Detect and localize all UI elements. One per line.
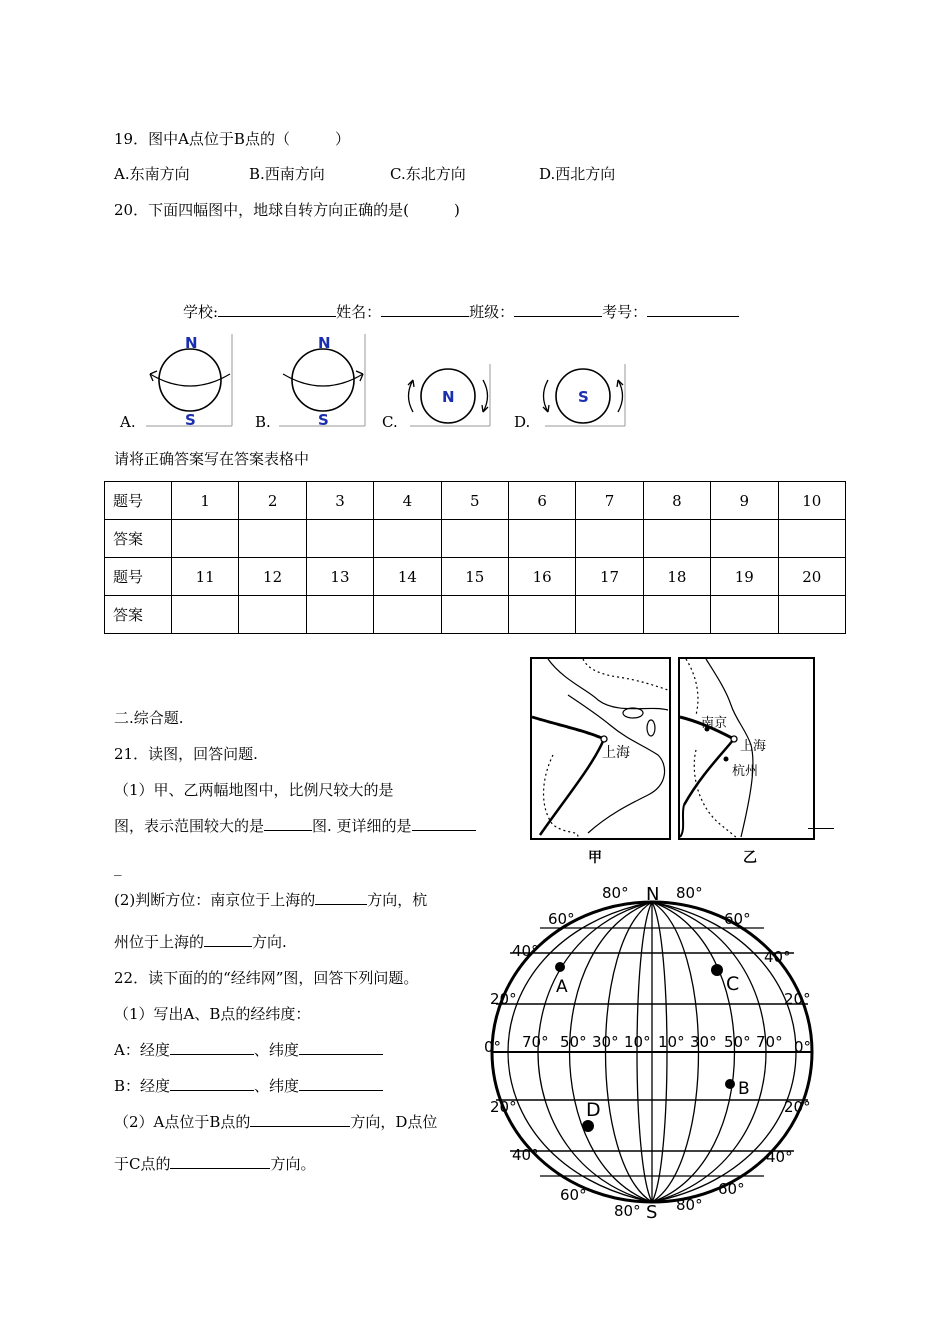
- south-pole-label-d: S: [578, 388, 589, 406]
- question-number-cell: 6: [508, 482, 575, 520]
- map-jia-caption: 甲: [588, 850, 602, 866]
- point-c-label: C: [726, 973, 740, 995]
- question-number-cell: 13: [306, 558, 373, 596]
- q20-stem: 20．下面四幅图中，地球自转方向正确的是( ): [114, 201, 460, 219]
- q22-part2-text-d: 方向。: [270, 1155, 316, 1173]
- answer-cell[interactable]: [306, 596, 373, 634]
- b-latitude-blank[interactable]: [299, 1089, 383, 1091]
- question-number-cell: 16: [508, 558, 575, 596]
- map-yi-caption: 乙: [743, 850, 757, 866]
- question-number-cell: 8: [643, 482, 710, 520]
- answer-cell[interactable]: [374, 596, 441, 634]
- question-number-cell: 9: [711, 482, 778, 520]
- lat-label-80-sw: 80°: [614, 1202, 641, 1220]
- answer-blank[interactable]: [315, 903, 367, 905]
- section2-title: 二.综合题.: [114, 709, 184, 727]
- question-number-cell: 14: [374, 558, 441, 596]
- answer-cell[interactable]: [239, 596, 306, 634]
- q22-b-longitude-label: B：经度: [114, 1077, 171, 1095]
- question-number-cell: 11: [172, 558, 239, 596]
- point-b-label: B: [738, 1079, 750, 1099]
- point-b-marker: [725, 1079, 735, 1089]
- student-info-line: [183, 301, 739, 322]
- lon-label-10w: 10°: [624, 1033, 651, 1051]
- q21-part1-text-a: 图，表示范围较大的是: [114, 817, 265, 835]
- answer-cell[interactable]: [441, 520, 508, 558]
- answer-cell[interactable]: [172, 596, 239, 634]
- lon-label-30w: 30°: [592, 1033, 619, 1051]
- question-number-cell: 17: [576, 558, 643, 596]
- lon-label-50w: 50°: [560, 1033, 587, 1051]
- answer-blank[interactable]: [264, 829, 312, 831]
- table-row: [105, 596, 846, 634]
- answer-cell[interactable]: [576, 596, 643, 634]
- row-label-answer: 答案: [105, 520, 172, 558]
- table-row: [105, 558, 846, 596]
- answer-cell[interactable]: [239, 520, 306, 558]
- answer-blank[interactable]: [170, 1167, 270, 1169]
- q22-part2-text-a: （2）A点位于B点的: [114, 1113, 251, 1131]
- q22-part2-line1: [114, 1111, 437, 1132]
- answer-blank[interactable]: [250, 1125, 350, 1127]
- map-jia-yi: [528, 655, 833, 870]
- shanghai-label-yi: 上海: [740, 739, 767, 754]
- q22-b-latitude-label: 、纬度: [254, 1077, 300, 1095]
- answer-blank[interactable]: [412, 829, 476, 831]
- q19-stem: 19．图中A点位于B点的（ ）: [114, 130, 350, 148]
- q20-option-d-label: D.: [514, 413, 531, 431]
- lat-label-80-se: 80°: [676, 1196, 703, 1214]
- south-pole-label-b: S: [318, 411, 329, 429]
- north-pole-label-b: N: [318, 334, 331, 352]
- rotation-diagram-c: [408, 364, 490, 426]
- answer-cell[interactable]: [778, 520, 845, 558]
- south-label: S: [646, 1202, 658, 1223]
- q22-a-latitude-label: 、纬度: [253, 1041, 299, 1059]
- q22-point-a-line: [114, 1039, 383, 1060]
- map-yi: [679, 658, 814, 839]
- answer-instruction: 请将正确答案写在答案表格中: [114, 450, 310, 468]
- question-number-cell: 7: [576, 482, 643, 520]
- question-number-cell: 19: [711, 558, 778, 596]
- question-number-cell: 5: [441, 482, 508, 520]
- table-row: [105, 520, 846, 558]
- class-field[interactable]: [514, 315, 602, 317]
- q21-part2-text-a: (2)判断方位：南京位于上海的: [114, 891, 316, 909]
- q19-option-c: C.东北方向: [390, 165, 466, 183]
- point-d-marker: [582, 1120, 594, 1132]
- q19-option-b: B.西南方向: [249, 165, 325, 183]
- name-field[interactable]: [381, 315, 469, 317]
- north-label: N: [646, 884, 660, 905]
- q21-part2-text-b: 方向，杭: [367, 891, 428, 909]
- point-a-marker: [555, 962, 565, 972]
- north-pole-label-a: N: [185, 334, 198, 352]
- answer-cell[interactable]: [172, 520, 239, 558]
- q21-stem: 21．读图，回答问题.: [114, 745, 258, 763]
- rotation-diagrams: [140, 330, 640, 430]
- shanghai-label-jia: 上海: [602, 745, 630, 761]
- answer-cell[interactable]: [441, 596, 508, 634]
- answer-cell[interactable]: [643, 520, 710, 558]
- q22-part2-line2: [114, 1153, 316, 1174]
- lat-label-80-nw: 80°: [602, 884, 629, 902]
- lat-label-0-w: 0°: [484, 1038, 502, 1056]
- lat-label-40-nw: 40°: [512, 942, 539, 960]
- exam-no-label: 考号：: [602, 303, 648, 321]
- q21-part1-text-b: 图. 更详细的是: [312, 817, 412, 835]
- map-jia: [531, 658, 670, 839]
- question-number-cell: 2: [239, 482, 306, 520]
- lat-label-40-se: 40°: [766, 1148, 793, 1166]
- lat-label-60-nw: 60°: [548, 910, 575, 928]
- question-number-cell: 18: [643, 558, 710, 596]
- name-label: 姓名：: [336, 303, 382, 321]
- q20-option-b-label: B.: [255, 413, 271, 431]
- q20-option-a-label: A.: [120, 413, 136, 431]
- class-label: 班级：: [469, 303, 515, 321]
- row-label-number: 题号: [105, 558, 172, 596]
- hangzhou-label: 杭州: [732, 764, 759, 779]
- row-label-number: 题号: [105, 482, 172, 520]
- q22-part2-text-c: 于C点的: [114, 1155, 171, 1173]
- q21-part2-text-c: 州位于上海的: [114, 933, 205, 951]
- point-d-label: D: [586, 1099, 601, 1121]
- lat-label-40-ne: 40°: [764, 948, 791, 966]
- q22-point-b-line: [114, 1075, 383, 1096]
- answer-cell[interactable]: [778, 596, 845, 634]
- lat-label-60-ne: 60°: [724, 910, 751, 928]
- q21-part2-line2: [114, 931, 287, 952]
- lat-label-20-nw: 20°: [490, 990, 517, 1008]
- point-a-label: A: [556, 977, 568, 997]
- lat-label-40-sw: 40°: [512, 1146, 539, 1164]
- answer-cell[interactable]: [374, 520, 441, 558]
- answer-cell[interactable]: [643, 596, 710, 634]
- question-number-cell: 10: [778, 482, 845, 520]
- lon-label-50e: 50°: [724, 1033, 751, 1051]
- q19-option-a: A.东南方向: [114, 165, 190, 183]
- lat-label-20-sw: 20°: [490, 1098, 517, 1116]
- south-pole-label-a: S: [185, 411, 196, 429]
- lon-label-70e: 70°: [756, 1033, 783, 1051]
- a-latitude-blank[interactable]: [299, 1053, 383, 1055]
- lat-label-20-ne: 20°: [784, 990, 811, 1008]
- q22-a-longitude-label: A：经度: [114, 1041, 170, 1059]
- rotation-diagram-b: [279, 334, 365, 429]
- answer-cell[interactable]: [508, 596, 575, 634]
- lat-label-80-ne: 80°: [676, 884, 703, 902]
- lat-label-60-se: 60°: [718, 1180, 745, 1198]
- nanjing-label: 南京: [701, 716, 728, 731]
- lon-label-10e: 10°: [658, 1033, 685, 1051]
- answer-table: [104, 481, 846, 634]
- rotation-diagram-d: [543, 364, 625, 426]
- a-longitude-blank[interactable]: [170, 1053, 254, 1055]
- row-label-answer: 答案: [105, 596, 172, 634]
- q21-part2-text-d: 方向.: [252, 933, 287, 951]
- table-row: [105, 482, 846, 520]
- north-pole-label-c: N: [442, 388, 455, 406]
- question-number-cell: 15: [441, 558, 508, 596]
- q21-part1-line1: （1）甲、乙两幅地图中，比例尺较大的是: [114, 781, 394, 799]
- answer-cell[interactable]: [711, 520, 778, 558]
- rotation-diagram-a: [146, 334, 232, 429]
- q20-option-c-label: C.: [382, 413, 398, 431]
- lon-label-70w: 70°: [522, 1033, 549, 1051]
- answer-cell[interactable]: [306, 520, 373, 558]
- lat-label-20-se: 20°: [784, 1098, 811, 1116]
- q22-part1: （1）写出A、B点的经纬度：: [114, 1005, 311, 1023]
- school-label: 学校:: [183, 303, 219, 321]
- answer-blank[interactable]: [204, 945, 252, 947]
- question-number-cell: 12: [239, 558, 306, 596]
- question-number-cell: 1: [172, 482, 239, 520]
- lon-label-30e: 30°: [690, 1033, 717, 1051]
- answer-cell[interactable]: [508, 520, 575, 558]
- q21-part1-line2: [114, 815, 476, 836]
- school-field[interactable]: [218, 315, 336, 317]
- graticule-globe: [480, 880, 825, 1225]
- q21-part1-tail: _: [114, 858, 122, 876]
- question-number-cell: 3: [306, 482, 373, 520]
- q19-option-d: D.西北方向: [539, 165, 616, 183]
- question-number-cell: 4: [374, 482, 441, 520]
- q21-part2-line1: [114, 889, 427, 910]
- q22-part2-text-b: 方向，D点位: [350, 1113, 438, 1131]
- point-c-marker: [711, 964, 723, 976]
- answer-cell[interactable]: [576, 520, 643, 558]
- b-longitude-blank[interactable]: [170, 1089, 254, 1091]
- answer-cell[interactable]: [711, 596, 778, 634]
- answer-blank-continuation: [808, 828, 834, 829]
- exam-no-field[interactable]: [647, 315, 739, 317]
- question-number-cell: 20: [778, 558, 845, 596]
- q22-stem: 22．读下面的的“经纬网”图，回答下列问题。: [114, 969, 419, 987]
- lat-label-60-sw: 60°: [560, 1186, 587, 1204]
- lat-label-0-e: 0°: [794, 1038, 812, 1056]
